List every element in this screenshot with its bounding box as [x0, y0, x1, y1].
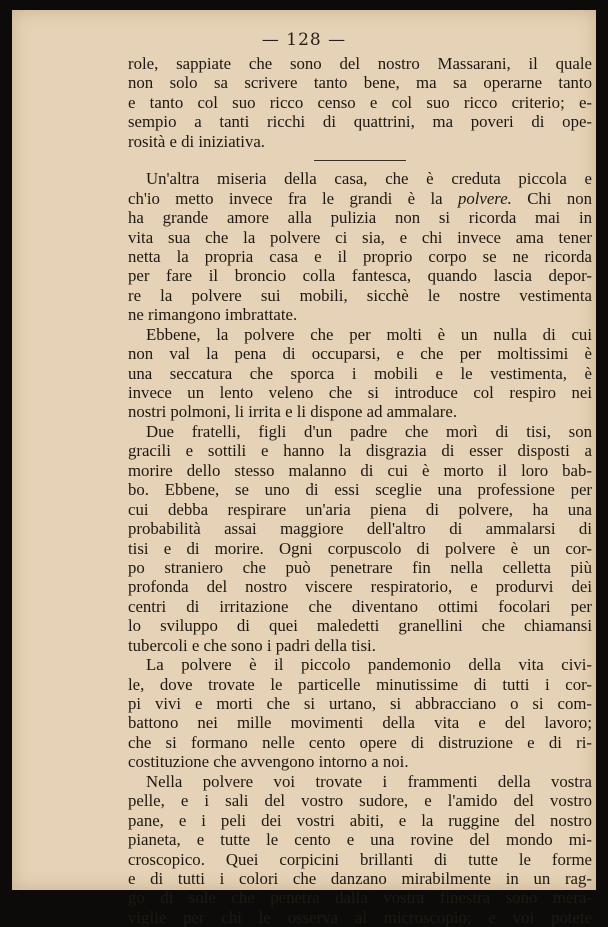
- text-line: e di tutti i colori che danzano mirabilmente in un rag-: [128, 868, 592, 888]
- text-line: pelle, e i sali del vostro sudore, e l'amido del vostro: [128, 791, 592, 811]
- text-line: nostri polmoni, li irrita e li dispone ad ammalare.: [128, 402, 458, 422]
- text-line: invece un lento veleno che si introduce col respiro nei: [128, 383, 592, 402]
- text-line: Due fratelli, figli d'un padre che morì di tisi, son: [146, 421, 592, 441]
- text-line: ne rimangono imbrattate.: [128, 305, 298, 325]
- text-line: rosità e di iniziativa.: [128, 131, 266, 151]
- text-line: ch'io metto invece fra le grandi è la polvere. Chi non: [128, 188, 592, 208]
- text-line: po straniero che può penetrare fin nella celletta più: [128, 557, 592, 577]
- text-line: centri di irritazione che diventano ottimi focolari per: [128, 596, 592, 616]
- text-line: tisi e di morire. Ogni corpuscolo di polvere è un cor-: [128, 538, 592, 558]
- text-line: pianeta, e tutte le cento e una rovine del mondo mi-: [128, 830, 592, 850]
- text-line: probabilità assai maggiore dell'altro di ammalarsi di: [128, 519, 592, 539]
- paragraph: [128, 169, 592, 325]
- paragraph: [128, 655, 592, 772]
- text-line: una seccatura che sporca i mobili e le vestimenta, è: [128, 363, 592, 383]
- text-line: cui debba respirare un'aria piena di polvere, ha una: [128, 499, 592, 519]
- text-line: morire dello stesso malanno di cui è morto il loro bab-: [128, 460, 592, 480]
- text-line: e tanto col suo ricco censo e col suo ricco criterio; e-: [128, 92, 592, 112]
- text-line: re la polvere sui mobili, sicchè le nostre vestimenta: [128, 285, 592, 305]
- paragraph: [128, 422, 592, 655]
- text-line: le, dove trovate le particelle minutissime di tutti i cor-: [128, 674, 592, 694]
- text-line: Ebbene, la polvere che per molti è un nulla di cui: [146, 324, 592, 344]
- page-number: — 128 —: [261, 30, 347, 50]
- text-line: Un'altra miseria della casa, che è creduta piccola e: [146, 169, 592, 189]
- text-line: non val la pena di occuparsi, e che per moltissimi è: [128, 344, 592, 364]
- text-line: che si formano nelle cento opere di distruzione e di ri-: [128, 732, 592, 752]
- text-line: role, sappiate che sono del nostro Massarani, il quale: [128, 54, 592, 73]
- text-line: tubercoli e che sono i padri della tisi.: [128, 635, 376, 655]
- text-line: ha grande amore alla pulizia non si ricorda mai in: [128, 208, 592, 228]
- intro-paragraph: [128, 54, 592, 151]
- text-line: pi vivi e morti che si urtano, si abbracciano o si com-: [128, 694, 592, 713]
- page-text: [128, 54, 592, 927]
- text-line: battono nei mille movimenti della vita e del lavoro;: [128, 713, 592, 733]
- text-line: vita sua che la polvere ci sia, e chi invece ama tener: [128, 227, 592, 247]
- book-page: [12, 10, 596, 927]
- text-line: bo. Ebbene, se uno di essi sceglie una professione per: [128, 480, 592, 500]
- text-line: croscopico. Quei corpicini brillanti di tutte le forme: [128, 849, 592, 869]
- text-line: La polvere è il piccolo pandemonio della vita civi-: [146, 655, 592, 675]
- paragraph: [128, 772, 592, 927]
- text-line: sempio a tanti ricchi di quattrini, ma poveri di ope-: [128, 112, 592, 132]
- text-line: non solo sa scrivere tanto bene, ma sa operarne tanto: [128, 73, 592, 93]
- text-line: lo sviluppo di quei maledetti granellini che chiamansi: [128, 616, 592, 636]
- text-line: go di sole che penetra dalla vostra finestra sono mera-: [128, 888, 592, 908]
- text-line: pane, e i peli dei vostri abiti, e la ruggine del nostro: [128, 810, 592, 830]
- text-line: netta la propria casa e il proprio corpo se ne ricorda: [128, 246, 592, 266]
- text-line: Nella polvere voi trovate i frammenti della vostra: [146, 771, 592, 791]
- text-line: profonda del nostro viscere respiratorio, e produrvi dei: [128, 577, 592, 597]
- text-line: viglie per chi le osserva al microscopio; e voi potete: [128, 907, 592, 927]
- section-divider: [314, 160, 406, 161]
- emphasis-word: polvere.: [457, 188, 512, 208]
- paragraph: [128, 325, 592, 422]
- text-line: costituzione che avvengono intorno a noi.: [128, 752, 409, 772]
- text-line: per fare il broncio colla fantesca, quando lascia depor-: [128, 266, 592, 286]
- text-line: gracili e sottili e hanno la disgrazia di esser disposti a: [128, 441, 592, 461]
